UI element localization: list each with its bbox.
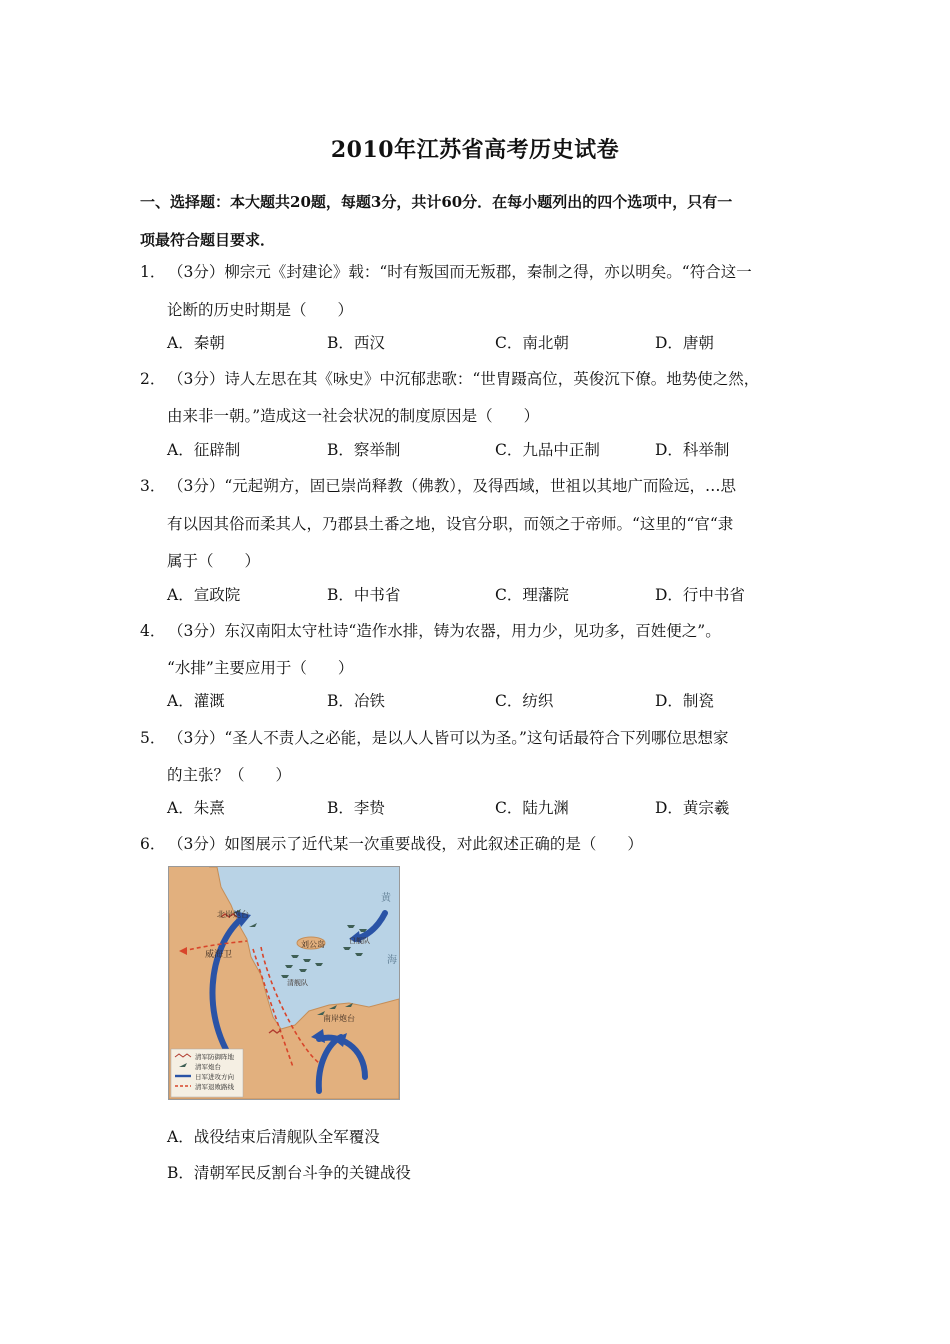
map-label-liugong: 刘公岛 <box>301 940 325 949</box>
question-text: （3分）东汉南阳太守杜诗“造作水排，铸为农器，用力少，见功多，百姓便之”。 <box>168 622 721 640</box>
option-a: A．宣政院 <box>167 586 241 604</box>
option-b: B．中书省 <box>327 586 401 604</box>
question-text: （3分）“元起朔方，固已崇尚释教（佛教），及得西域，世祖以其地广而险远，…思 <box>168 477 737 495</box>
question-text: （3分）诗人左思在其《咏史》中沉郁悲歌：“世胄蹑高位，英俊沉下僚。地势使之然， <box>168 370 760 388</box>
option-d: D．黄宗羲 <box>655 799 730 817</box>
question-text: 由来非一朝。”造成这一社会状况的制度原因是（ ） <box>167 407 540 425</box>
option-c: C．南北朝 <box>495 334 569 352</box>
question-text: “水排”主要应用于（ ） <box>167 659 354 677</box>
option-a: A．秦朝 <box>167 334 225 352</box>
question-number: 2． <box>140 370 166 388</box>
question-text: 有以因其俗而柔其人，乃郡县土番之地，设官分职，而领之于帝师。“这里的“官“隶 <box>167 515 734 533</box>
option-c: C．九品中正制 <box>495 441 600 459</box>
map-label-north-fort: 北岸炮台 <box>217 910 249 919</box>
map-label-qing-fleet: 清舰队 <box>287 980 308 987</box>
legend-item: 清军退败路线 <box>195 1084 234 1091</box>
page-title: 2010年江苏省高考历史试卷 <box>330 137 620 163</box>
option-a: A．朱熹 <box>167 799 225 817</box>
legend-item: 清军防御阵地 <box>195 1054 234 1061</box>
map-label-weihaiwei: 威海卫 <box>205 949 233 959</box>
question-text: （3分）“圣人不责人之必能，是以人人皆可以为圣。”这句话最符合下列哪位思想家 <box>168 729 729 747</box>
option-b: B．清朝军民反割台斗争的关键战役 <box>167 1164 411 1182</box>
option-b: B．冶铁 <box>327 692 385 710</box>
option-d: D．科举制 <box>655 441 730 459</box>
option-d: D．唐朝 <box>655 334 714 352</box>
map-legend <box>171 1049 243 1097</box>
map-label-sea2: 海 <box>387 955 397 966</box>
legend-item: 日军进攻方向 <box>195 1074 234 1081</box>
question-number: 5． <box>140 729 166 747</box>
question-number: 4． <box>140 622 166 640</box>
section-heading <box>140 183 820 259</box>
option-b: B．西汉 <box>327 334 385 352</box>
question-number: 1． <box>140 263 166 281</box>
map-label-south-fort: 南岸炮台 <box>323 1014 355 1023</box>
option-c: C．纺织 <box>495 692 554 710</box>
option-c: C．陆九渊 <box>495 799 569 817</box>
legend-item: 清军炮台 <box>195 1064 221 1071</box>
question-text: （3分）柳宗元《封建论》载：“时有叛国而无叛郡，秦制之得，亦以明矣。“符合这一 <box>168 263 752 281</box>
map-label-sea: 黄 <box>381 893 391 904</box>
question-text: （3分）如图展示了近代某一次重要战役，对此叙述正确的是（ ） <box>168 835 643 853</box>
option-b: B．察举制 <box>327 441 401 459</box>
option-d: D．行中书省 <box>655 586 745 604</box>
section-heading-line1: 一、选择题：本大题共20题，每题3分，共计60分．在每小题列出的四个选项中，只有一 <box>140 193 733 211</box>
option-a: A．征辟制 <box>167 441 241 459</box>
option-b: B．李贽 <box>327 799 385 817</box>
option-a: A．战役结束后清舰队全军覆没 <box>167 1128 380 1146</box>
option-a: A．灌溉 <box>167 692 225 710</box>
question-text: 论断的历史时期是（ ） <box>167 301 354 319</box>
question-text: 属于（ ） <box>167 552 261 570</box>
battle-map <box>168 866 400 1100</box>
question-number: 3． <box>140 477 166 495</box>
option-c: C．理藩院 <box>495 586 569 604</box>
question-text: 的主张？（ ） <box>167 766 292 784</box>
map-label-japan-fleet: 日舰队 <box>349 938 370 945</box>
option-d: D．制瓷 <box>655 692 714 710</box>
section-heading-line2: 项最符合题目要求． <box>140 231 276 249</box>
question-number: 6． <box>140 835 166 853</box>
